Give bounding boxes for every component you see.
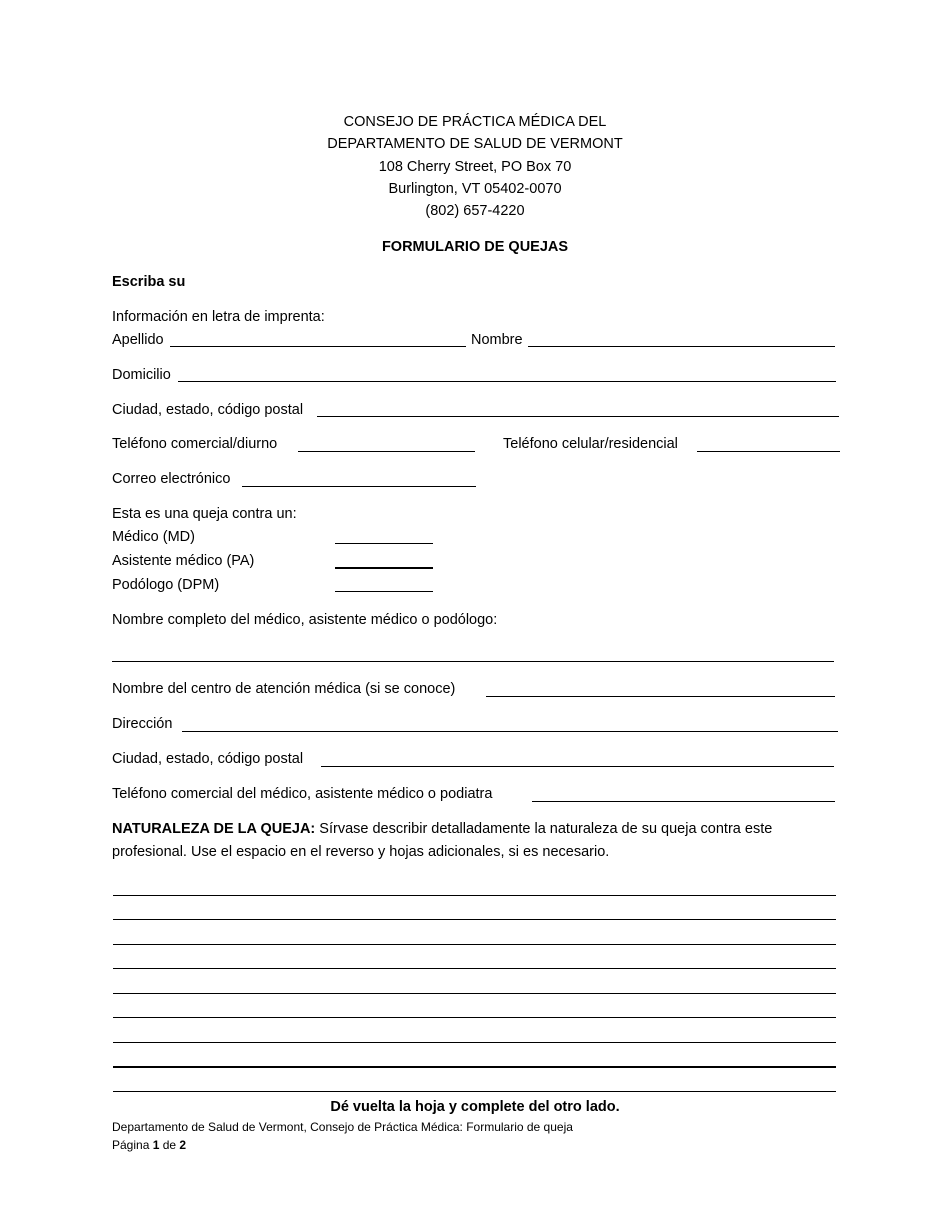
page-of: de bbox=[159, 1138, 180, 1152]
complaint-against-label: Esta es una queja contra un: bbox=[112, 506, 297, 522]
cell-phone-label: Teléfono celular/residencial bbox=[503, 436, 678, 452]
option-pa-label: Asistente médico (PA) bbox=[112, 553, 255, 569]
option-md-label: Médico (MD) bbox=[112, 529, 195, 545]
form-title: FORMULARIO DE QUEJAS bbox=[381, 239, 569, 255]
provider-city-field[interactable] bbox=[321, 753, 834, 767]
nature-text-1: Sírvase describir detalladamente la naturaleza de su queja contra este bbox=[315, 821, 773, 837]
option-dpm-field[interactable] bbox=[335, 578, 433, 592]
provider-name-label: Nombre completo del médico, asistente médico o podólogo: bbox=[112, 612, 498, 628]
email-field[interactable] bbox=[242, 473, 476, 487]
description-line[interactable] bbox=[113, 955, 836, 969]
address-field[interactable] bbox=[178, 368, 836, 382]
last-name-label: Apellido bbox=[112, 332, 164, 348]
option-pa-field[interactable] bbox=[335, 554, 433, 569]
description-line[interactable] bbox=[113, 931, 836, 945]
facility-label: Nombre del centro de atención médica (si se conoce) bbox=[112, 681, 456, 697]
description-line[interactable] bbox=[113, 906, 836, 920]
description-line[interactable] bbox=[113, 1004, 836, 1018]
turn-over-note: Dé vuelta la hoja y complete del otro lado. bbox=[330, 1099, 620, 1115]
email-label: Correo electrónico bbox=[112, 471, 231, 487]
option-md-field[interactable] bbox=[335, 530, 433, 544]
provider-name-field[interactable] bbox=[112, 648, 834, 662]
provider-address-field[interactable] bbox=[182, 718, 838, 732]
provider-phone-field[interactable] bbox=[532, 788, 835, 802]
first-name-field[interactable] bbox=[528, 333, 835, 347]
page-total: 2 bbox=[179, 1138, 187, 1152]
work-phone-field[interactable] bbox=[298, 438, 475, 452]
page-word: Página bbox=[112, 1138, 153, 1152]
header-line-1: CONSEJO DE PRÁCTICA MÉDICA DEL bbox=[343, 114, 607, 130]
description-line[interactable] bbox=[113, 1053, 836, 1068]
first-name-label: Nombre bbox=[471, 332, 523, 348]
page-number bbox=[112, 1137, 186, 1153]
description-line[interactable] bbox=[113, 882, 836, 896]
address-label: Domicilio bbox=[112, 367, 171, 383]
provider-address-label: Dirección bbox=[112, 716, 173, 732]
description-line[interactable] bbox=[113, 1029, 836, 1043]
header-address: 108 Cherry Street, PO Box 70 bbox=[378, 159, 572, 175]
nature-label: NATURALEZA DE LA QUEJA: bbox=[112, 821, 316, 837]
city-state-zip-label: Ciudad, estado, código postal bbox=[112, 402, 304, 418]
cell-phone-field[interactable] bbox=[697, 438, 840, 452]
provider-city-label: Ciudad, estado, código postal bbox=[112, 751, 304, 767]
city-state-zip-field[interactable] bbox=[317, 403, 839, 417]
section-heading: Escriba su bbox=[112, 274, 186, 290]
nature-paragraph bbox=[112, 820, 838, 838]
nature-text-2: profesional. Use el espacio en el reverso y hojas adicionales, si es necesario. bbox=[112, 844, 610, 860]
header-line-2: DEPARTAMENTO DE SALUD DE VERMONT bbox=[327, 136, 623, 152]
description-line[interactable] bbox=[113, 1078, 836, 1092]
last-name-field[interactable] bbox=[170, 333, 466, 347]
footer-text: Departamento de Salud de Vermont, Consejo de Práctica Médica: Formulario de queja bbox=[112, 1120, 573, 1134]
option-dpm-label: Podólogo (DPM) bbox=[112, 577, 220, 593]
description-line[interactable] bbox=[113, 980, 836, 994]
facility-field[interactable] bbox=[486, 683, 835, 697]
provider-phone-label: Teléfono comercial del médico, asistente médico o podiatra bbox=[112, 786, 493, 802]
header-phone: (802) 657-4220 bbox=[425, 203, 525, 219]
work-phone-label: Teléfono comercial/diurno bbox=[112, 436, 278, 452]
header-city: Burlington, VT 05402-0070 bbox=[388, 181, 562, 197]
page-current: 1 bbox=[152, 1138, 160, 1152]
print-info-label: Información en letra de imprenta: bbox=[112, 309, 325, 325]
